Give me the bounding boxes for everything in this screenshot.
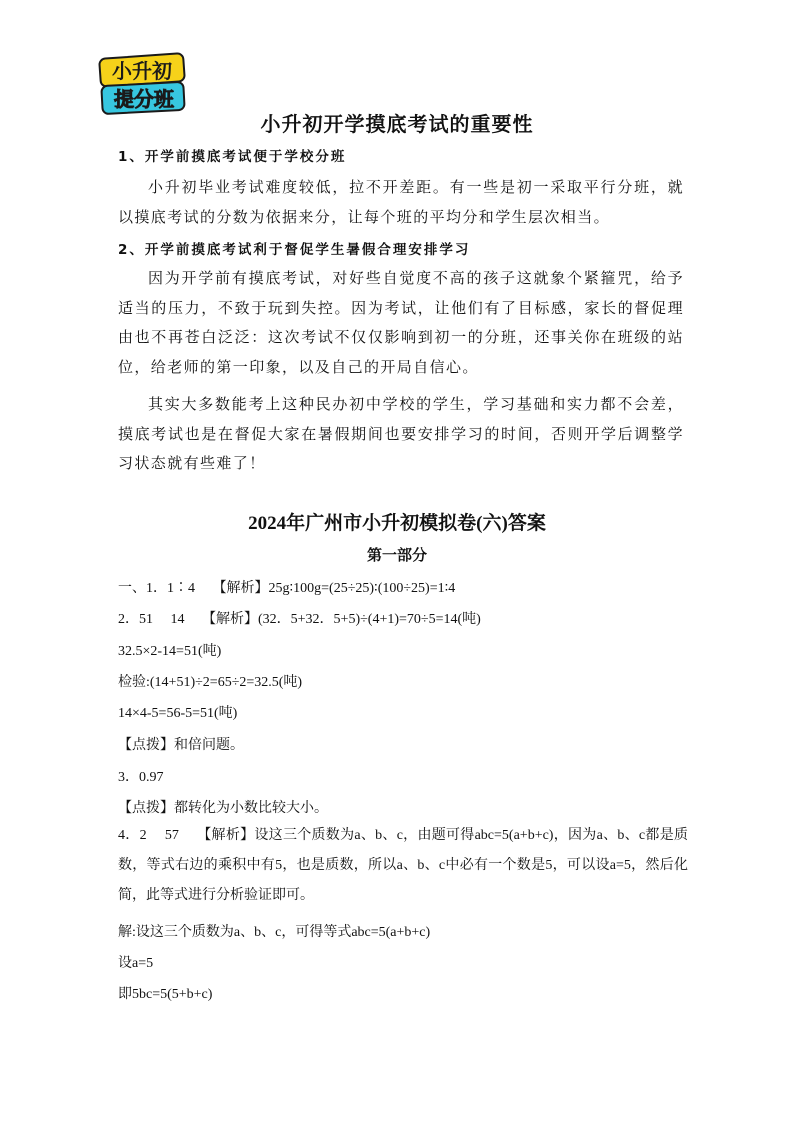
answer-item-4: 4．2 57 【解析】设这三个质数为a、b、c，由题可得abc=5(a+b+c)，因为a、b、c都是质数，等式右边的乘积中有5，也是质数，所以a、b、c中必有一个数是5，可以设a=5，然后化简，此等式进行分析验证即可。 (118, 828, 688, 903)
heading-2: 2、开学前摸底考试利于督促学生暑假合理安排学习 (118, 242, 471, 258)
answer-tail-2: 设a=5 (118, 956, 154, 971)
answer-line-4: 检验:(14+51)÷2=65÷2=32.5(吨) (118, 675, 303, 690)
answer-line-2: 2．51 14 【解析】(32．5+32．5+5)÷(4+1)=70÷5=14(吨) (118, 612, 481, 627)
section1-title: 小升初开学摸底考试的重要性 (260, 112, 534, 136)
paragraph-1: 小升初毕业考试难度较低，拉不开差距。有一些是初一采取平行分班，就以摸底考试的分数为依据来分，让每个班的平均分和学生层次相当。 (118, 178, 684, 226)
answer-tail-3: 即5bc=5(5+b+c) (118, 987, 213, 1002)
answer-line-7: 3．0.97 (118, 770, 164, 785)
logo-text-line1: 小升初 (112, 59, 172, 83)
heading-1: 1、开学前摸底考试便于学校分班 (118, 149, 347, 165)
logo-badge (92, 52, 192, 116)
paragraph-2: 因为开学前有摸底考试，对好些自觉度不高的孩子这就象个紧箍咒，给予适当的压力，不致于玩到失控。因为考试，让他们有了目标感，家长的督促理由也不再苍白泛泛：这次考试不仅仅影响到初一的分班，还事关你在班级的站位，给老师的第一印象，以及自己的开局自信心。 (118, 269, 684, 376)
part-subtitle: 第一部分 (366, 548, 427, 564)
answer-line-1: 一、1．1∶4 【解析】25g∶100g=(25÷25)∶(100÷25)=1∶4 (118, 581, 456, 596)
answer-title: 2024年广州市小升初模拟卷(六)答案 (248, 513, 546, 534)
logo-text-line2: 提分班 (114, 87, 174, 111)
answer-tail-1: 解:设这三个质数为a、b、c，可得等式abc=5(a+b+c) (118, 925, 431, 940)
answer-line-8: 【点拨】都转化为小数比较大小。 (118, 801, 328, 816)
paragraph-3: 其实大多数能考上这种民办初中学校的学生，学习基础和实力都不会差，摸底考试也是在督促大家在暑假期间也要安排学习的时间，否则开学后调整学习状态就有些难了！ (118, 395, 684, 472)
answer-line-6: 【点拨】和倍问题。 (118, 738, 244, 753)
answer-line-5: 14×4-5=56-5=51(吨) (118, 706, 238, 721)
answer-line-3: 32.5×2-14=51(吨) (118, 644, 222, 659)
